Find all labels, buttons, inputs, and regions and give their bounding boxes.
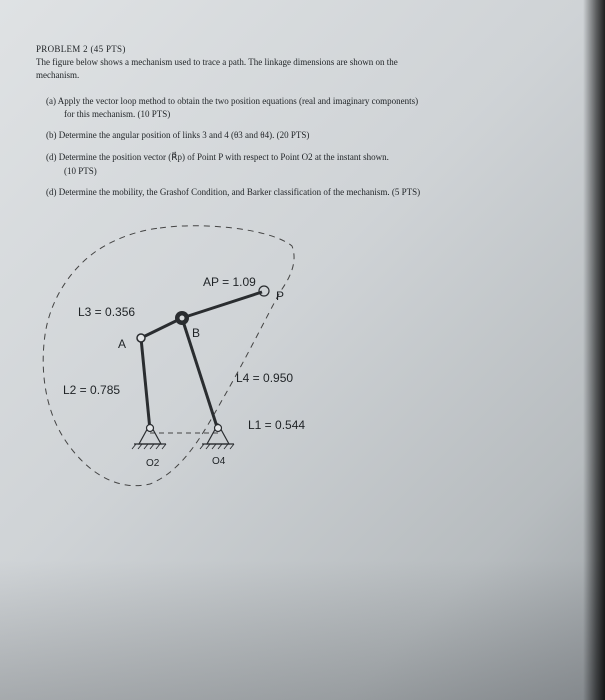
label-B: B — [192, 326, 201, 340]
link-2-crank — [141, 338, 150, 430]
intro-line-2: mechanism. — [36, 70, 80, 80]
label-L4: L4 = 0.950 — [236, 371, 294, 385]
label-O4: O4 — [212, 456, 226, 467]
label-A: A — [118, 337, 127, 351]
label-L3: L3 = 0.356 — [78, 305, 136, 319]
label-O2: O2 — [146, 458, 160, 469]
part-b: (b) Determine the angular position of links 3 and 4 (θ3 and θ4). (20 PTS) — [46, 130, 310, 140]
part-a-line-2: for this mechanism. (10 PTS) — [64, 109, 171, 119]
label-P: P — [276, 289, 285, 303]
label-L2: L2 = 0.785 — [63, 383, 121, 397]
label-AP: AP = 1.09 — [203, 275, 256, 289]
ground-pivot-O2 — [132, 424, 166, 449]
shadow-right-edge — [583, 0, 605, 700]
label-L1: L1 = 0.544 — [248, 418, 306, 432]
part-c-line-1: (d) Determine the position vector (R⃗p) of Point P with respect to Point O2 at the instant shown. — [46, 152, 389, 162]
problem-title: PROBLEM 2 (45 PTS) — [36, 44, 126, 54]
shadow-bottom — [0, 560, 605, 700]
coupler-extension-AP — [182, 292, 262, 318]
part-c-line-2: (10 PTS) — [64, 166, 97, 176]
part-a-line-1: (a) Apply the vector loop method to obtain the two position equations (real and imaginary components) — [46, 96, 419, 106]
coupler-path-curve — [43, 226, 294, 486]
ground-pivot-O4 — [200, 424, 234, 449]
joint-A — [137, 334, 145, 342]
part-d: (d) Determine the mobility, the Grashof Condition, and Barker classification of the mechanism. (5 PTS) — [46, 187, 421, 197]
intro-line-1: The figure below shows a mechanism used to trace a path. The linkage dimensions are shown on the — [36, 57, 398, 67]
